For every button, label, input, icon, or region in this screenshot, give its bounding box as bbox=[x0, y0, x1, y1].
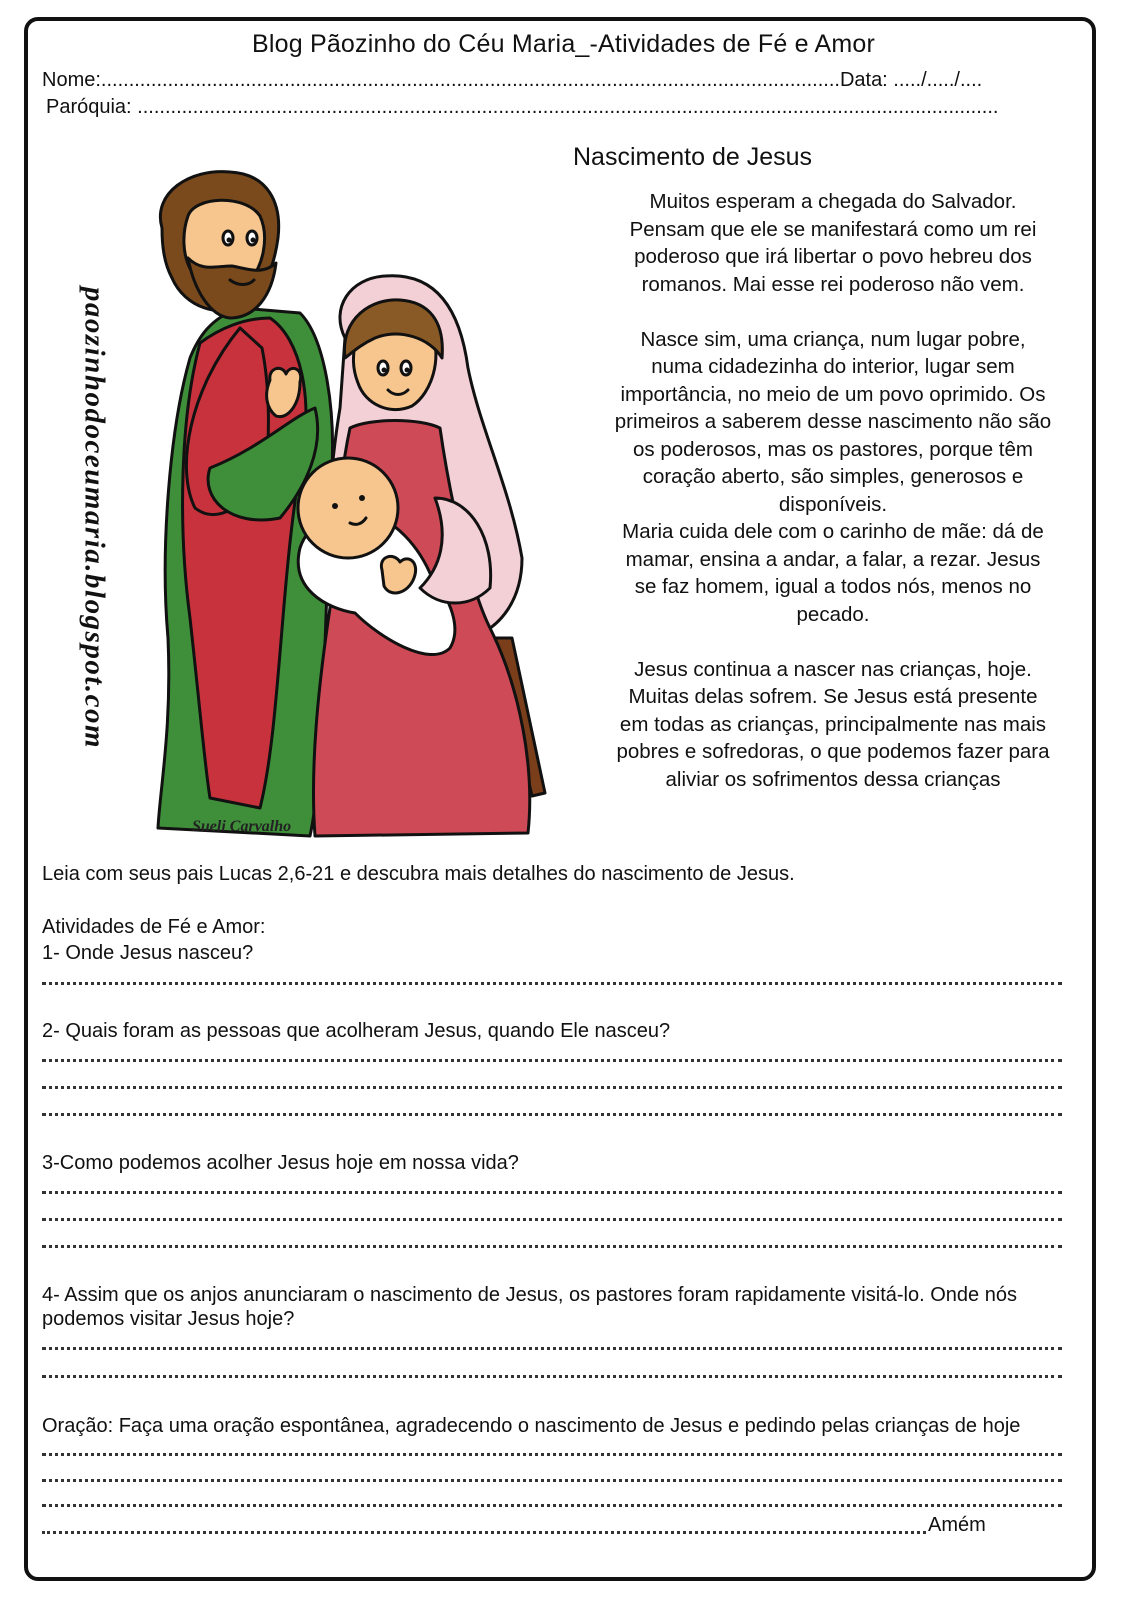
story-line: Muitas delas sofrem. Se Jesus está presente bbox=[628, 685, 1038, 708]
answer-line[interactable] bbox=[42, 1190, 1062, 1194]
question-4-continued: podemos visitar Jesus hoje? bbox=[42, 1308, 295, 1330]
answer-line[interactable] bbox=[42, 1452, 1062, 1456]
story-line: numa cidadezinha do interior, lugar sem bbox=[651, 355, 1015, 378]
story-line: em todas as crianças, principalmente nas mais bbox=[619, 712, 1047, 736]
story-line: Muitos esperam a chegada do Salvador. bbox=[649, 190, 1017, 213]
story-title: Nascimento de Jesus bbox=[573, 143, 813, 171]
answer-line[interactable] bbox=[42, 1085, 1062, 1089]
story-line: romanos. Mai esse rei poderoso não vem. bbox=[641, 272, 1025, 296]
baby-head bbox=[298, 458, 398, 558]
story-line: se faz homem, igual a todos nós, menos no bbox=[634, 575, 1032, 598]
story-line: poderoso que irá libertar o povo hebreu dos bbox=[634, 245, 1032, 268]
page-title: Blog Pãozinho do Céu Maria_-Atividades de Fé e Amor bbox=[251, 30, 876, 58]
story-line: importância, no meio de um povo oprimido. Os bbox=[620, 382, 1046, 406]
question-2: 2- Quais foram as pessoas que acolheram Jesus, quando Ele nasceu? bbox=[42, 1020, 671, 1042]
story-line: mamar, ensina a andar, a falar, a rezar. Jesus bbox=[625, 547, 1041, 571]
story-line: Jesus continua a nascer nas crianças, hoje. bbox=[634, 657, 1032, 681]
answer-line[interactable] bbox=[42, 1478, 1062, 1482]
answer-line[interactable] bbox=[42, 1217, 1062, 1221]
answer-line[interactable] bbox=[42, 1112, 1062, 1116]
answer-line[interactable] bbox=[42, 1503, 1062, 1507]
holy-family-illustration bbox=[150, 168, 575, 843]
story-line: disponíveis. bbox=[778, 492, 888, 516]
story-line: Maria cuida dele com o carinho de mãe: dá de bbox=[622, 520, 1044, 543]
reading-instruction: Leia com seus pais Lucas 2,6-21 e descubra mais detalhes do nascimento de Jesus. bbox=[42, 863, 795, 885]
story-line: aliviar os sofrimentos dessa crianças bbox=[665, 767, 1001, 791]
amen-text: Amém bbox=[928, 1514, 986, 1536]
story-line: os poderosos, mas os pastores, porque têm bbox=[633, 437, 1033, 461]
story-line: primeiros a saberem desse nascimento não são bbox=[614, 410, 1052, 433]
answer-line[interactable] bbox=[42, 1374, 1062, 1378]
story-line: coração aberto, são simples, generosos e bbox=[642, 465, 1024, 488]
answer-line[interactable] bbox=[42, 1530, 926, 1534]
answer-line[interactable] bbox=[42, 1346, 1062, 1350]
story-line: Nasce sim, uma criança, num lugar pobre, bbox=[640, 327, 1026, 351]
story-line: pobres e sofredoras, o que podemos fazer para bbox=[616, 740, 1050, 763]
blog-url-vertical: paozinhodoceumaria.blogspot.com bbox=[78, 286, 111, 750]
story-line: pecado. bbox=[796, 602, 870, 626]
prayer-prompt: Oração: Faça uma oração espontânea, agradecendo o nascimento de Jesus e pedindo pelas crianças de hoje bbox=[42, 1415, 1021, 1437]
answer-line[interactable] bbox=[42, 1244, 1062, 1248]
activities-heading: Atividades de Fé e Amor: bbox=[42, 916, 266, 938]
illustrator-signature: Sueli Carvalho bbox=[192, 818, 292, 835]
question-4: 4- Assim que os anjos anunciaram o nascimento de Jesus, os pastores foram rapidamente visitá-lo. Onde nós bbox=[42, 1284, 1017, 1306]
answer-line[interactable] bbox=[42, 1058, 1062, 1062]
story-line: Pensam que ele se manifestará como um rei bbox=[629, 217, 1037, 241]
answer-line[interactable] bbox=[42, 981, 1062, 985]
question-3: 3-Como podemos acolher Jesus hoje em nossa vida? bbox=[42, 1152, 519, 1174]
question-1: 1- Onde Jesus nasceu? bbox=[42, 942, 254, 964]
name-date-field[interactable]: Nome:.....................................................................................................................................Data: ...../...../.... bbox=[42, 69, 983, 91]
parish-field[interactable]: Paróquia: ........................................................................................................................................................... bbox=[46, 96, 999, 118]
story-text bbox=[588, 188, 1078, 793]
